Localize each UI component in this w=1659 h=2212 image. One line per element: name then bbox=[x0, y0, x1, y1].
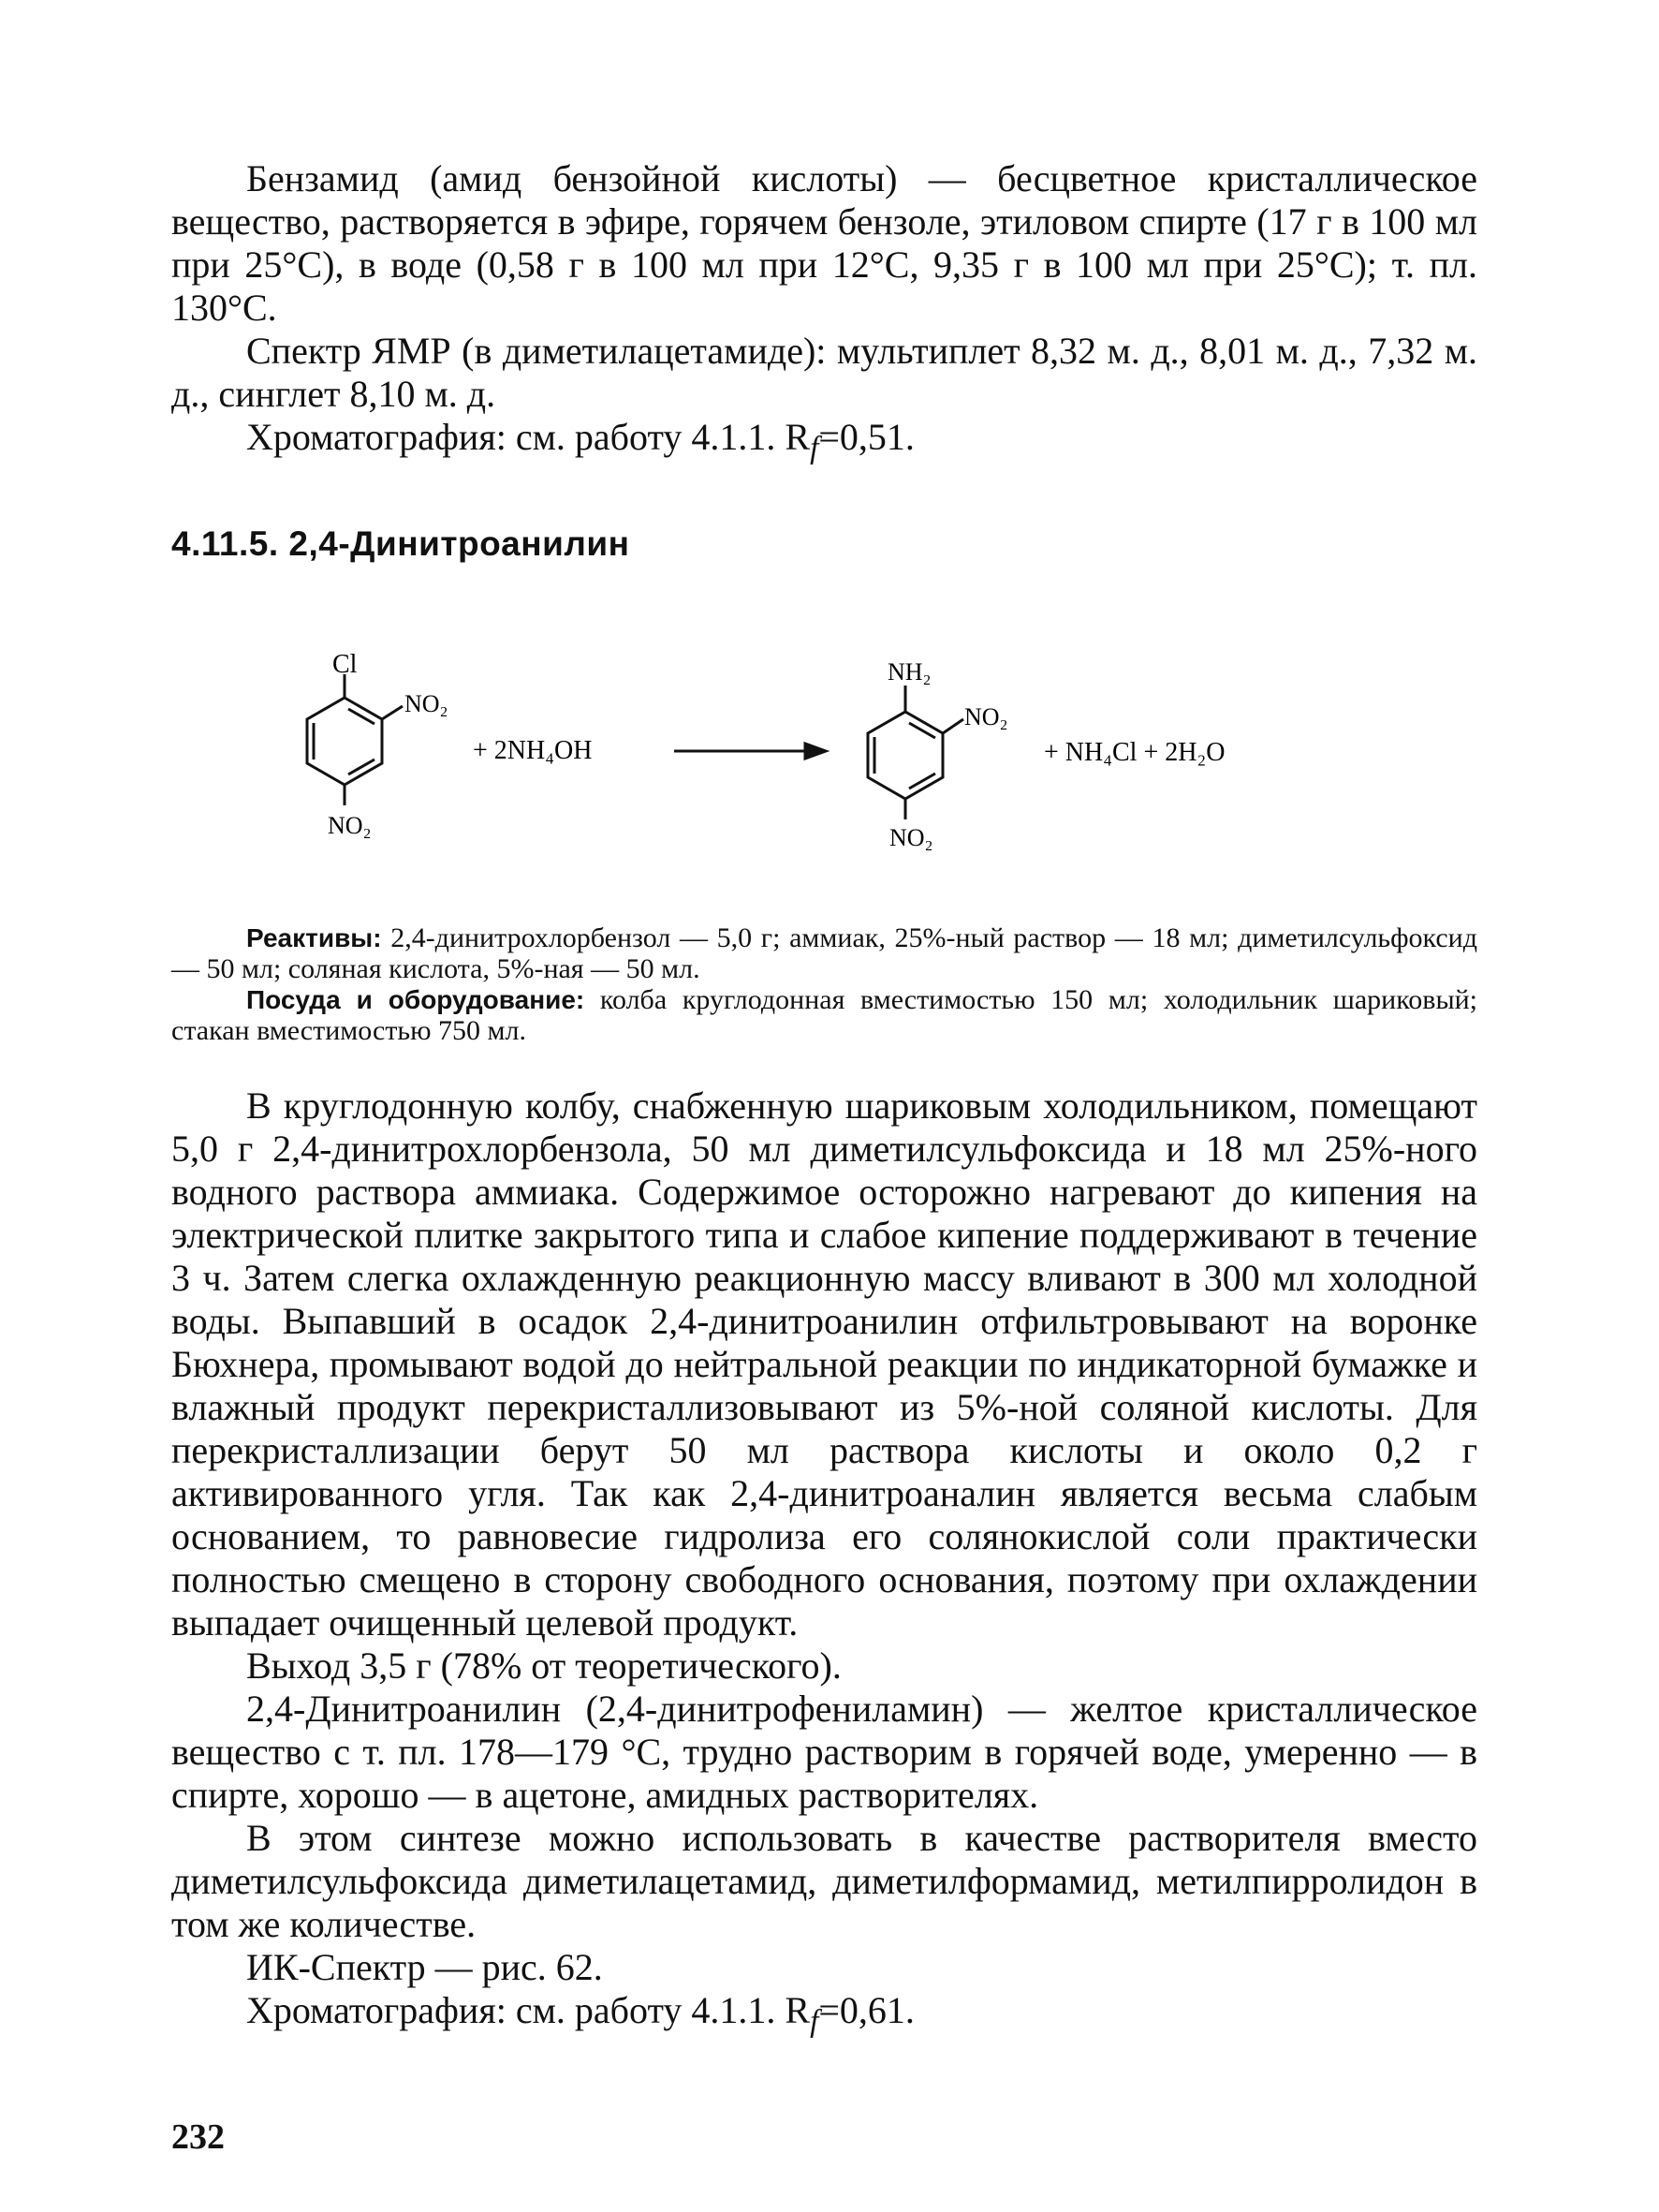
reaction-scheme-drawing bbox=[281, 646, 1404, 871]
reactant-no2-para-label: NO₂ bbox=[328, 812, 372, 839]
equipment-paragraph bbox=[171, 984, 1477, 1046]
product-no2-para-label: NO₂ bbox=[889, 824, 933, 851]
equipment-label: Посуда и оборудование: bbox=[246, 985, 585, 1014]
solvent-note-paragraph: В этом синтезе можно использовать в качестве растворителя вместо диметилсульфоксида диметилацетамид, диметилформамид, метилпирролидон в том же количестве. bbox=[171, 1817, 1477, 1945]
chromatography-1-prefix: Хроматография: см. работу 4.1.1. R bbox=[246, 416, 811, 458]
chromatography-text-1 bbox=[171, 416, 1477, 470]
reagents-paragraph bbox=[171, 922, 1477, 984]
benzamide-section bbox=[171, 157, 1477, 470]
section-heading: 4.11.5. 2,4-Динитроанилин bbox=[171, 524, 630, 563]
reactant-no2-ortho-label: NO₂ bbox=[404, 690, 448, 717]
ir-spectrum-paragraph: ИК-Спектр — рис. 62. bbox=[246, 1946, 603, 1988]
product-no2-ortho-label: NO₂ bbox=[964, 703, 1008, 730]
product-nh2-label: NH₂ bbox=[888, 658, 932, 686]
reactant-cl-label: Cl bbox=[332, 650, 358, 679]
nmr-spectrum-text: Спектр ЯМР (в диметилацетамиде): мультиплет 8,32 м. д., 8,01 м. д., 7,32 м. д., синглет 8,10 м. д. bbox=[171, 330, 1477, 415]
product-benzene-ring bbox=[868, 686, 963, 819]
rf-subscript-1: f bbox=[810, 431, 819, 465]
materials-section bbox=[171, 922, 1477, 1046]
byproducts-label: + NH₄Cl + 2H₂O bbox=[1044, 738, 1226, 767]
equipment-text: колба круглодонная вместимостью 150 мл; холодильник шариковый; стакан вместимостью 750 мл. bbox=[171, 984, 1477, 1046]
rf-subscript-2: f bbox=[810, 2004, 819, 2039]
chromatography-1-suffix: =0,51. bbox=[818, 416, 915, 458]
reaction-arrow bbox=[674, 744, 826, 759]
chromatography-2-suffix: =0,61. bbox=[818, 1989, 915, 2031]
reagents-label: Реактивы: bbox=[246, 923, 382, 952]
reagents-text: 2,4-динитрохлорбензол — 5,0 г; аммиак, 25%-ный раствор — 18 мл; диметилсульфоксид — 50 мл; соляная кислота, 5%-ная — 50 мл. bbox=[171, 922, 1477, 984]
benzamide-description: Бензамид (амид бензойной кислоты) — бесцветное кристаллическое вещество, растворяется в эфире, горячем бензоле, этиловом спирте (17 г в 100 мл при 25°С), в воде (0,58 г в 100 мл при 12°С, 9,35 г в 100 мл при 25°С); т. пл. 130°С. bbox=[171, 157, 1477, 329]
chromatography-text-2 bbox=[171, 1989, 1477, 2043]
procedure-section bbox=[171, 1084, 1477, 2043]
page-number: 232 bbox=[171, 2117, 225, 2157]
procedure-paragraph: В круглодонную колбу, снабженную шариковым холодильником, помещают 5,0 г 2,4-динитрохлорбензола, 50 мл диметилсульфоксида и 18 мл 25%-ного водного раствора аммиака. Содержимое осторожно нагревают до кипения на электрической плитке закрытого типа и слабое кипение поддерживают в течение 3 ч. Затем слегка охлажденную реакционную массу вливают в 300 мл холодной воды. Выпавший в осадок 2,4-динитроанилин отфильтровывают на воронке Бюхнера, промывают водой до нейтральной реакции по индикаторной бумажке и влажный продукт перекристаллизовывают из 5%-ной соляной кислоты. Для перекристаллизации берут 50 мл раствора кислоты и около 0,2 г активированного угля. Так как 2,4-динитроаналин является весьма слабым основанием, то равновесие гидролиза его солянокислой соли практически полностью смещено в сторону свободного основания, поэтому при охлаждении выпадает очищенный целевой продукт. bbox=[171, 1084, 1477, 1644]
reactant-benzene-ring bbox=[307, 674, 403, 805]
chromatography-2-prefix: Хроматография: см. работу 4.1.1. R bbox=[246, 1989, 811, 2031]
properties-paragraph: 2,4-Динитроанилин (2,4-динитрофениламин) — желтое кристаллическое вещество с т. пл. 178—179 °С, трудно растворим в горячей воде, умеренно — в спирте, хорошо — в ацетоне, амидных растворителях. bbox=[171, 1688, 1477, 1816]
reagent-label: + 2NH₄OH bbox=[473, 736, 593, 765]
yield-paragraph: Выход 3,5 г (78% от теоретического). bbox=[246, 1644, 842, 1687]
reaction-scheme bbox=[281, 646, 1404, 871]
